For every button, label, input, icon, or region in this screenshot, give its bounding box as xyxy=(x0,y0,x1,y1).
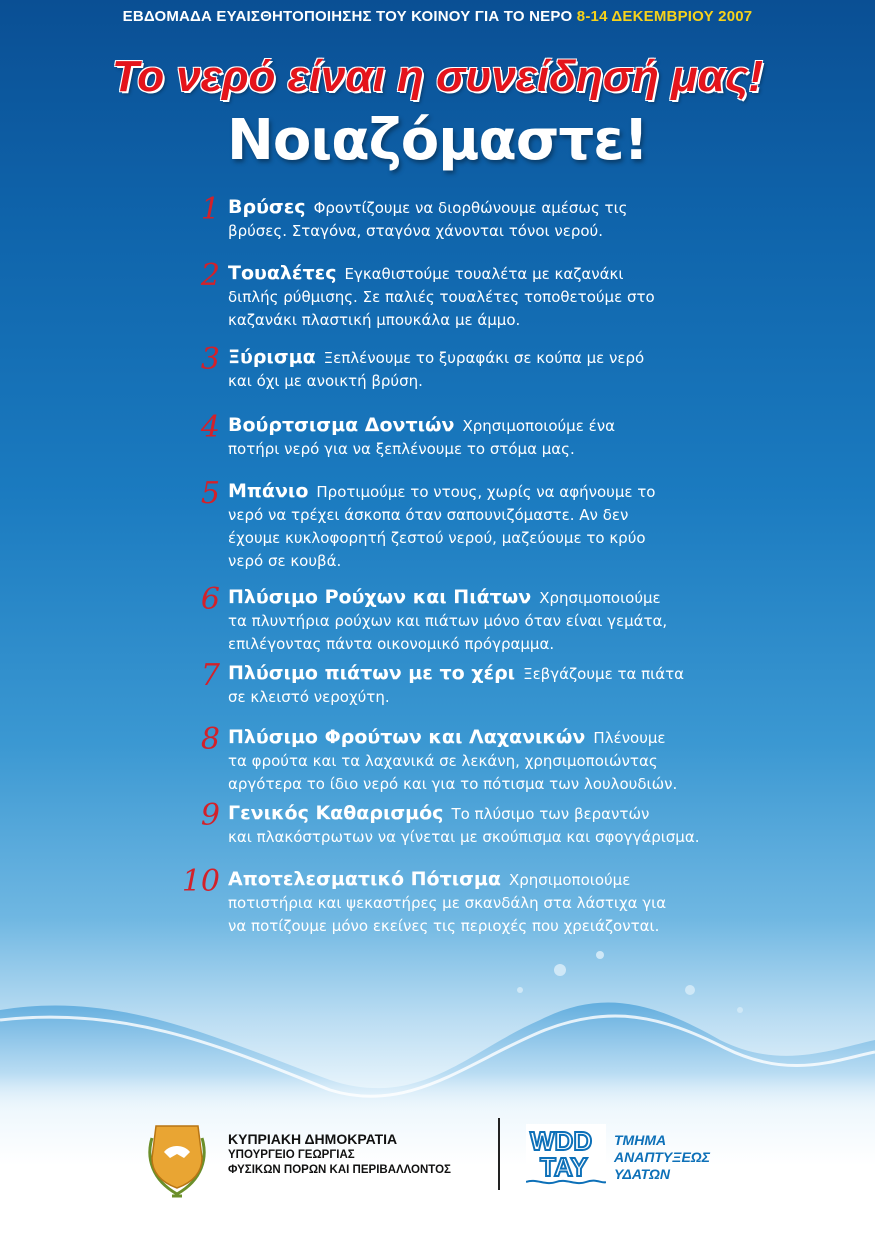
tip-title: Πλύσιμο πιάτων με το χέρι xyxy=(228,662,516,684)
tip-text xyxy=(228,480,750,573)
tip-line: τα πλυντήρια ρούχων και πιάτων μόνο όταν είναι γεμάτα, xyxy=(228,612,668,630)
tip-line: ποτήρι νερό για να ξεπλένουμε το στόμα μας. xyxy=(228,440,575,458)
tip-line: και πλακόστρωτων να γίνεται με σκούπισμα και σφογγάρισμα. xyxy=(228,828,700,846)
tip-number: 10 xyxy=(181,864,220,899)
tip-item xyxy=(180,192,750,243)
tip-line: Προτιμούμε το ντους, χωρίς να αφήνουμε το xyxy=(316,483,656,501)
tip-item xyxy=(180,722,750,796)
tip-line: αργότερα το ίδιο νερό και για το πότισμα των λουλουδιών. xyxy=(228,775,678,793)
tip-text xyxy=(228,586,750,656)
tip-line: νερό να τρέχει άσκοπα όταν σαπουνιζόμαστε. Αν δεν xyxy=(228,506,629,524)
headline: Νοιαζόμαστε! xyxy=(227,108,648,173)
water-splash-image xyxy=(0,930,875,1120)
tip-number: 8 xyxy=(200,722,220,757)
tip-number: 5 xyxy=(200,476,220,511)
tip-line: Ξεπλένουμε το ξυραφάκι σε κούπα με νερό xyxy=(323,349,645,367)
tip-title: Βρύσες xyxy=(228,196,306,218)
tip-line: διπλής ρύθμισης. Σε παλιές τουαλέτες τοποθετούμε στο xyxy=(228,288,655,306)
event-date: 8-14 ΔΕΚΕΜΒΡΙΟΥ 2007 xyxy=(576,8,753,25)
tip-line: να ποτίζουμε μόνο εκείνες τις περιοχές που χρειάζονται. xyxy=(228,917,660,935)
tip-line: Χρησιμοποιούμε xyxy=(508,871,631,889)
government-block xyxy=(228,1130,451,1178)
tip-text xyxy=(228,346,750,393)
tip-line: Φροντίζουμε να διορθώνουμε αμέσως τις xyxy=(313,199,628,217)
logo-bottom-text: ΤΑΥ xyxy=(540,1152,588,1182)
event-banner xyxy=(0,8,875,25)
tip-number: 4 xyxy=(200,410,220,445)
tip-line: σε κλειστό νεροχύτη. xyxy=(228,688,390,706)
tip-item xyxy=(180,798,750,849)
tip-title: Γενικός Καθαρισμός xyxy=(228,802,444,824)
tip-number: 1 xyxy=(200,192,220,227)
tip-line: καζανάκι πλαστική μπουκάλα με άμμο. xyxy=(228,311,521,329)
ministry-subtitle: ΦΥΣΙΚΩΝ ΠΟΡΩΝ ΚΑΙ ΠΕΡΙΒΑΛΛΟΝΤΟΣ xyxy=(228,1164,451,1176)
tip-number: 3 xyxy=(200,342,220,377)
tip-number: 2 xyxy=(200,258,220,293)
footer-divider xyxy=(498,1118,500,1190)
tip-title: Πλύσιμο Φρούτων και Λαχανικών xyxy=(228,726,586,748)
tip-text xyxy=(228,262,750,332)
tip-title: Βούρτσισμα Δοντιών xyxy=(228,414,455,436)
tip-text xyxy=(228,414,750,461)
tip-text xyxy=(228,802,750,849)
tip-title: Αποτελεσματικό Πότισμα xyxy=(228,868,501,890)
tip-line: ποτιστήρια και ψεκαστήρες με σκανδάλη στα λάστιχα για xyxy=(228,894,667,912)
gov-name: ΚΥΠΡΙΑΚΗ ΔΗΜΟΚΡΑΤΙΑ xyxy=(228,1131,398,1147)
tip-line: Εγκαθιστούμε τουαλέτα με καζανάκι xyxy=(344,265,624,283)
tip-line: Πλένουμε xyxy=(593,729,666,747)
dept-line-1: ΤΜΗΜΑ xyxy=(614,1132,667,1148)
tip-item xyxy=(180,658,750,709)
tip-number: 6 xyxy=(200,582,220,617)
tip-line: Χρησιμοποιούμε ένα xyxy=(462,417,615,435)
water-department-block xyxy=(614,1132,710,1183)
tip-text xyxy=(228,726,750,796)
tip-text xyxy=(228,868,750,938)
tip-item xyxy=(180,582,750,656)
tip-item xyxy=(180,476,750,573)
tip-line: έχουμε κυκλοφορητή ζεστού νερού, μαζεύουμε το κρύο xyxy=(228,529,646,547)
tip-line: τα φρούτα και τα λαχανικά σε λεκάνη, χρησιμοποιώντας xyxy=(228,752,658,770)
tip-title: Πλύσιμο Ρούχων και Πιάτων xyxy=(228,586,532,608)
event-title: ΕΒΔΟΜΑΔΑ ΕΥΑΙΣΘΗΤΟΠΟΙΗΣΗΣ ΤΟΥ ΚΟΙΝΟΥ ΓΙΑ ΤΟ ΝΕΡΟ xyxy=(122,8,573,25)
tip-text xyxy=(228,196,750,243)
tip-number: 9 xyxy=(200,798,220,833)
tip-line: νερό σε κουβά. xyxy=(228,552,342,570)
tip-item xyxy=(180,342,750,393)
tip-line: Ξεβγάζουμε τα πιάτα xyxy=(523,665,685,683)
tip-item xyxy=(180,410,750,461)
tip-title: Τουαλέτες xyxy=(228,262,337,284)
tip-line: βρύσες. Σταγόνα, σταγόνα χάνονται τόνοι νερού. xyxy=(228,222,603,240)
dept-line-3: ΥΔΑΤΩΝ xyxy=(614,1166,670,1182)
ministry-name: ΥΠΟΥΡΓΕΙΟ ΓΕΩΡΓΙΑΣ xyxy=(228,1149,355,1161)
dept-line-2: ΑΝΑΠΤΥΞΕΩΣ xyxy=(614,1149,711,1165)
tip-line: Χρησιμοποιούμε xyxy=(539,589,661,607)
tip-line: επιλέγοντας πάντα οικονομικό πρόγραμμα. xyxy=(228,635,555,653)
wdd-logo-icon xyxy=(526,1124,606,1186)
tip-title: Μπάνιο xyxy=(228,480,309,502)
tip-item xyxy=(180,258,750,332)
slogan: Το νερό είναι η συνείδησή μας! xyxy=(111,52,764,101)
tip-title: Ξύρισμα xyxy=(228,346,316,368)
cyprus-emblem-icon xyxy=(136,1118,218,1202)
tip-number: 7 xyxy=(200,658,220,693)
tip-line: Το πλύσιμο των βεραντών xyxy=(451,805,650,823)
tip-line: και όχι με ανοικτή βρύση. xyxy=(228,372,423,390)
tip-text xyxy=(228,662,750,709)
logo-top-text: WDD xyxy=(530,1126,593,1156)
tip-item xyxy=(180,864,750,938)
